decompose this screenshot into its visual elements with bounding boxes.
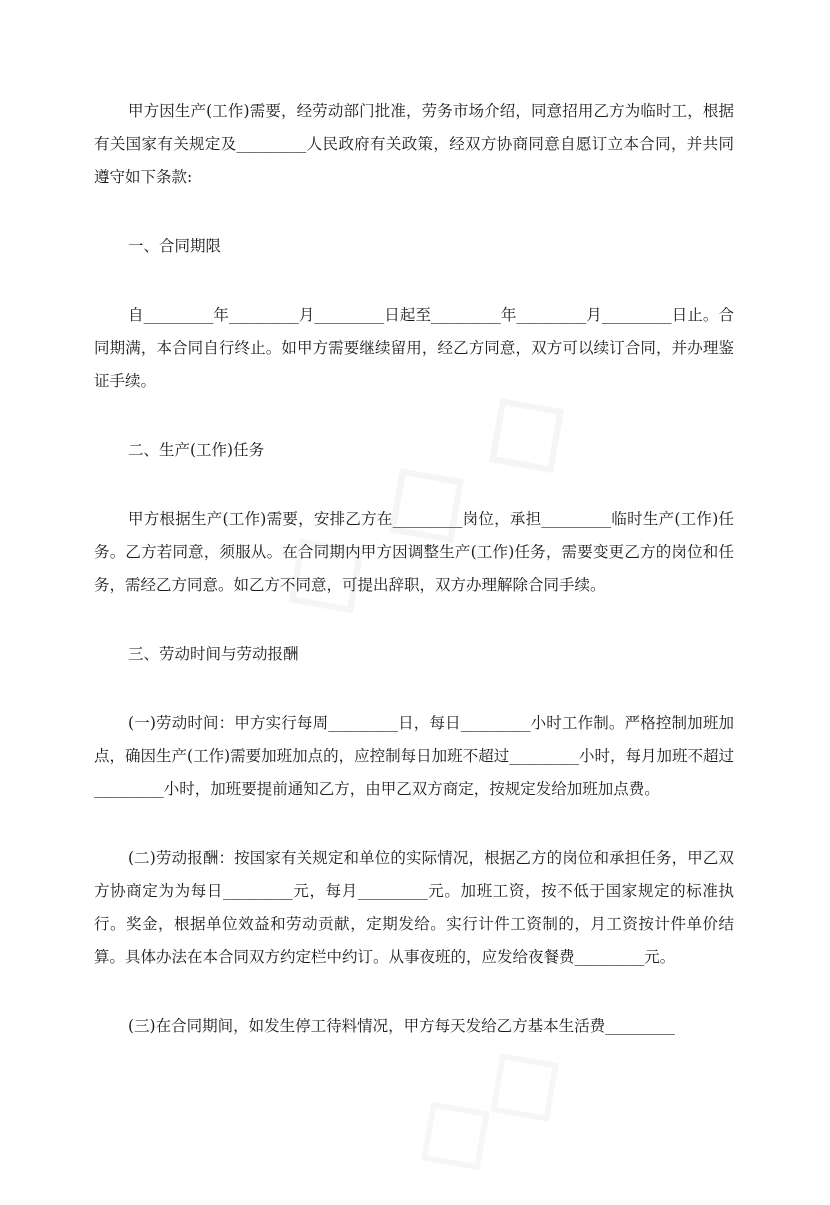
section2-body: 甲方根据生产(工作)需要，安排乙方在_________岗位，承担_________临时生产(工作)任务。乙方若同意，须服从。在合同期内甲方因调整生产(工作)任务，需要变更乙方的岗位和任务，需经乙方同意。如乙方不同意，可提出辞职，双方办理解除合同手续。 [94, 510, 734, 594]
section3-item2: (二)劳动报酬：按国家有关规定和单位的实际情况，根据乙方的岗位和承担任务，甲乙双方协商定为为每日_________元，每月_________元。加班工资，按不低于国家规定的标准执行。奖金，根据单位效益和劳动贡献，定期发给。实行计件工资制的，月工资按计件单价结算。具体办法在本合同双方约定栏中约订。从事夜班的，应发给夜餐费_________元。 [94, 849, 734, 966]
intro-paragraph: 甲方因生产(工作)需要，经劳动部门批准，劳务市场介绍，同意招用乙方为临时工，根据有关国家有关规定及_________人民政府有关政策，经双方协商同意自愿订立本合同，并共同遵守如下条款: [94, 102, 734, 186]
section3-title: 三、劳动时间与劳动报酬 [128, 645, 299, 663]
section3-item3: (三)在合同期间，如发生停工待料情况，甲方每天发给乙方基本生活费_________ [128, 1017, 675, 1035]
document-body [94, 95, 734, 1079]
section3-item1: (一)劳动时间：甲方实行每周_________日，每日_________小时工作制。严格控制加班加点，确因生产(工作)需要加班加点的，应控制每日加班不超过_________小时，每月加班不超过_________小时，加班要提前通知乙方，由甲乙双方商定，按规定发给加班加点费。 [94, 714, 734, 798]
section1-title: 一、合同期限 [128, 237, 222, 255]
section2-title: 二、生产(工作)任务 [128, 441, 265, 459]
section1-body: 自_________年_________月_________日起至_________年_________月_________日止。合同期满，本合同自行终止。如甲方需要继续留用，经乙方同意，双方可以续订合同，并办理鉴证手续。 [94, 306, 734, 390]
